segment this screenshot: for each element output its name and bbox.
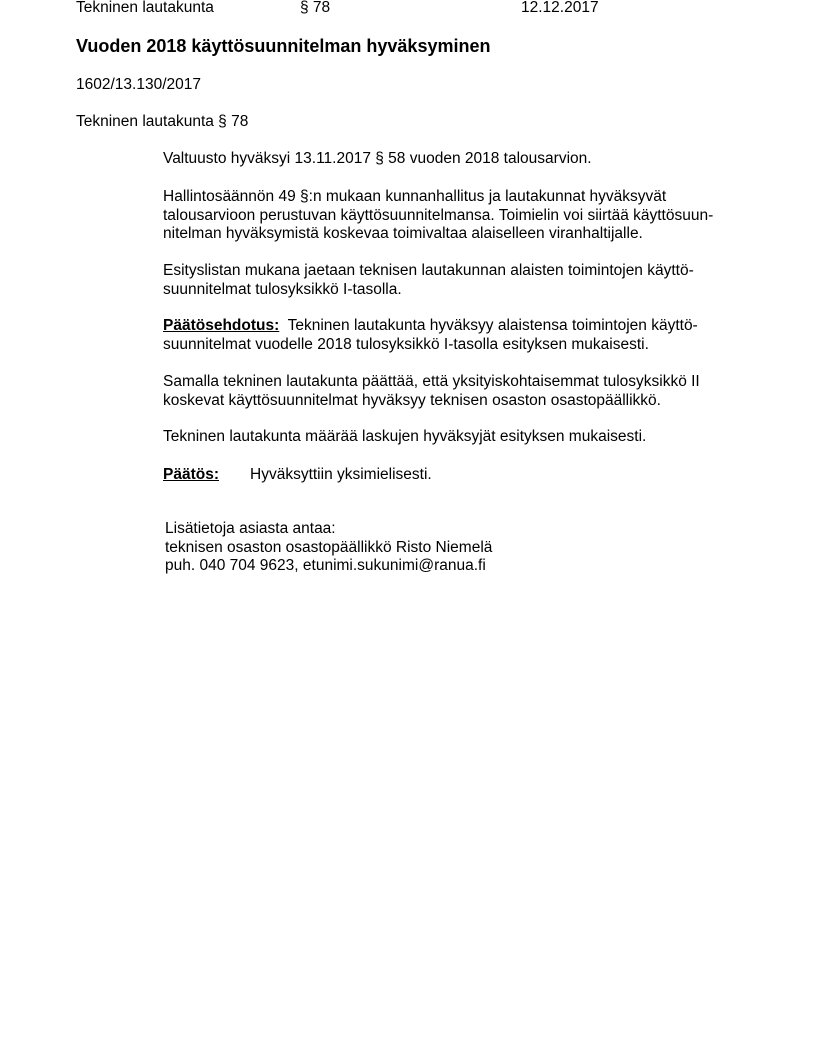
text-line: Valtuusto hyväksyi 13.11.2017 § 58 vuoden 2018 talousarvion. — [163, 150, 592, 167]
proposal-label: Päätösehdotus: — [163, 317, 280, 334]
text-line: Samalla tekninen lautakunta päättää, että yksityiskohtaisemmat tulosyksikkö II — [163, 373, 700, 390]
decision-label-text: Päätös: — [163, 466, 219, 483]
text-line: Tekninen lautakunta määrää laskujen hyväksyjät esityksen mukaisesti. — [163, 428, 647, 445]
paragraph-3 — [163, 262, 694, 299]
paragraph-1 — [163, 150, 592, 169]
contact-info — [165, 520, 492, 576]
header-board: Tekninen lautakunta — [76, 0, 214, 16]
text-line: suunnitelmat tulosyksikkö I-tasolla. — [163, 280, 402, 298]
text-line: Esityslistan mukana jaetaan teknisen lautakunnan alaisten toimintojen käyttö- — [163, 262, 694, 279]
contact-line: Lisätietoja asiasta antaa: — [165, 520, 336, 537]
document-title: Vuoden 2018 käyttösuunnitelman hyväksyminen — [76, 36, 491, 56]
contact-line: teknisen osaston osastopäällikkö Risto Niemelä — [165, 538, 493, 556]
section-heading: Tekninen lautakunta § 78 — [76, 113, 249, 130]
decision-label — [163, 466, 219, 485]
reference-number: 1602/13.130/2017 — [76, 76, 201, 93]
text-line: talousarvioon perustuvan käyttösuunnitelmansa. Toimielin voi siirtää käyttösuun- — [163, 206, 714, 224]
text-line: nitelman hyväksymistä koskevaa toimivaltaa alaiselleen viranhaltijalle. — [163, 225, 643, 242]
paragraph-2 — [163, 188, 713, 244]
text-line: Tekninen lautakunta hyväksyy alaistensa toimintojen käyttö- — [287, 317, 698, 334]
paragraph-5 — [163, 373, 700, 410]
text-line: koskevat käyttösuunnitelmat hyväksyy teknisen osaston osastopäällikkö. — [163, 391, 661, 409]
header-section: § 78 — [300, 0, 331, 16]
contact-line: puh. 040 704 9623, etunimi.sukunimi@ranua.fi — [165, 557, 486, 574]
text-line: Hallintosäännön 49 §:n mukaan kunnanhallitus ja lautakunnat hyväksyvät — [163, 188, 667, 205]
text-line: suunnitelmat vuodelle 2018 tulosyksikkö I-tasolla esityksen mukaisesti. — [163, 335, 649, 353]
decision-text: Hyväksyttiin yksimielisesti. — [250, 466, 432, 483]
header-date: 12.12.2017 — [521, 0, 599, 16]
proposal-paragraph — [163, 317, 698, 354]
paragraph-6 — [163, 428, 646, 447]
